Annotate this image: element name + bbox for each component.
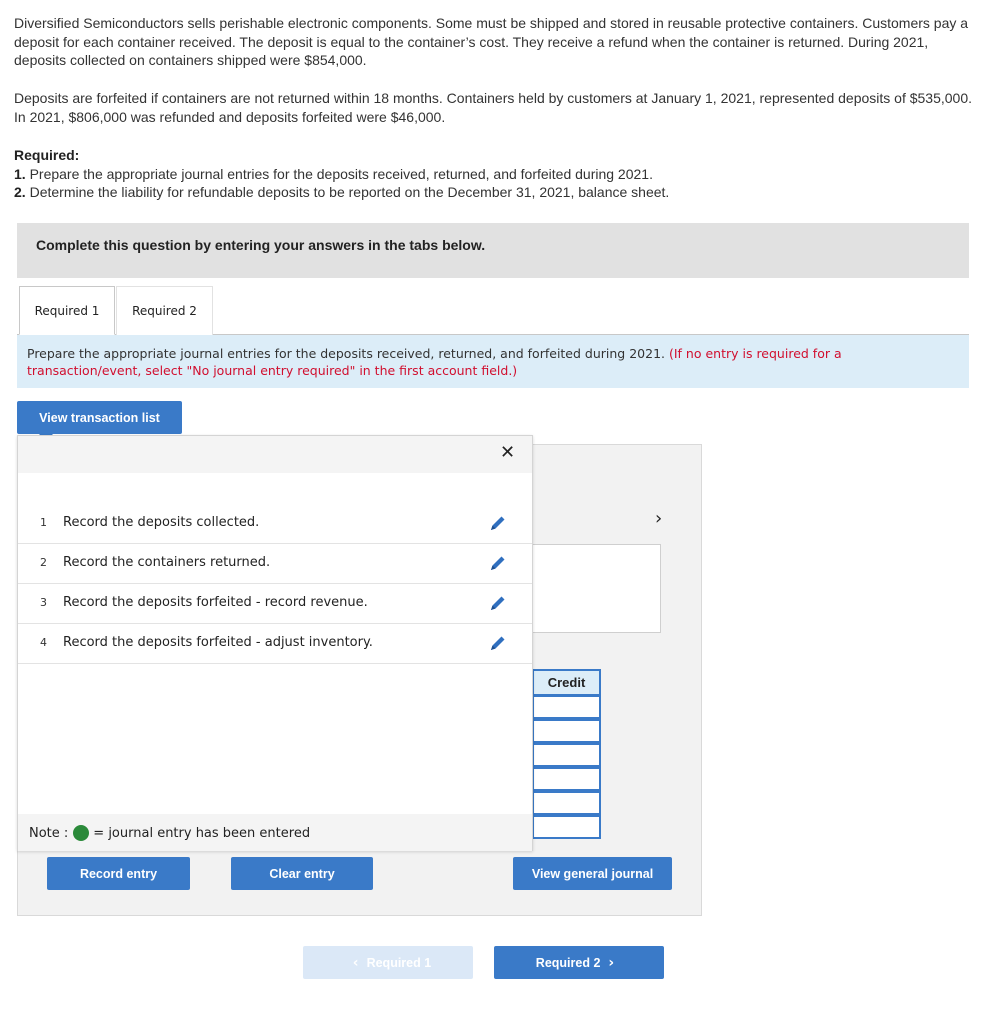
transaction-row[interactable] bbox=[18, 624, 532, 664]
tab-required-1[interactable] bbox=[19, 286, 115, 335]
tab-required-2-label: Required 2 bbox=[132, 304, 197, 318]
required-section bbox=[14, 146, 669, 202]
next-required-button[interactable] bbox=[494, 946, 664, 979]
transaction-row[interactable] bbox=[18, 504, 532, 544]
credit-cell[interactable] bbox=[532, 791, 601, 815]
pencil-edit-icon[interactable] bbox=[488, 513, 508, 533]
credit-cell[interactable] bbox=[532, 743, 601, 767]
clear-entry-button[interactable]: Clear entry bbox=[231, 857, 373, 890]
pencil-edit-icon[interactable] bbox=[488, 553, 508, 573]
instruction-box bbox=[17, 335, 969, 388]
next-required-label: Required 2 bbox=[535, 955, 601, 970]
problem-paragraph-1: Diversified Semiconductors sells perishable electronic components. Some must be shipped and stored in reusable protective containers. Customers pay a deposit for each container received. The deposit is equal to the container’s cost. They receive a refund when the container is returned. During 2021, deposits collected on containers shipped were $854,000. bbox=[14, 15, 969, 68]
credit-cell[interactable] bbox=[532, 767, 601, 791]
instruction-text: Prepare the appropriate journal entries for the deposits received, returned, and forfeited during 2021. bbox=[27, 346, 665, 361]
prev-required-label: Required 1 bbox=[366, 955, 432, 970]
transaction-number: 4 bbox=[40, 636, 47, 649]
transaction-text: Record the deposits collected. bbox=[63, 515, 260, 530]
record-entry-button[interactable]: Record entry bbox=[47, 857, 190, 890]
req1-text: Prepare the appropriate journal entries for the deposits received, returned, and forfeited during 2021. bbox=[29, 165, 653, 182]
transaction-number: 2 bbox=[40, 556, 47, 569]
popup-header bbox=[18, 436, 532, 473]
instruction-note: (If no entry is required for a transaction/event, select "No journal entry required" in the first account field.) bbox=[27, 346, 842, 378]
entered-dot-icon bbox=[73, 825, 89, 841]
note-label: Note : bbox=[29, 825, 69, 841]
credit-column-header: Credit bbox=[532, 669, 601, 696]
pencil-edit-icon[interactable] bbox=[488, 633, 508, 653]
req2-text: Determine the liability for refundable deposits to be reported on the December 31, 2021, balance sheet. bbox=[29, 184, 670, 200]
banner-text: Complete this question by entering your answers in the tabs below. bbox=[36, 237, 486, 253]
req2-number: 2. bbox=[14, 184, 26, 200]
transaction-number: 1 bbox=[40, 516, 47, 529]
tab-required-1-label: Required 1 bbox=[34, 303, 100, 318]
req1-number: 1. bbox=[14, 165, 26, 182]
required-label: Required: bbox=[14, 147, 80, 163]
next-transaction-chevron-icon[interactable]: › bbox=[655, 508, 663, 529]
credit-cell[interactable] bbox=[532, 695, 601, 719]
view-general-journal-button[interactable]: View general journal bbox=[513, 857, 672, 890]
popup-footer bbox=[18, 814, 532, 851]
credit-cell[interactable] bbox=[532, 719, 601, 743]
transaction-row[interactable] bbox=[18, 584, 532, 624]
transaction-list-popup bbox=[17, 435, 533, 851]
chevron-right-icon: › bbox=[608, 954, 615, 971]
credit-cell[interactable] bbox=[532, 815, 601, 839]
chevron-left-icon: ‹ bbox=[352, 954, 359, 971]
close-icon[interactable]: ✕ bbox=[500, 442, 516, 463]
transaction-number: 3 bbox=[40, 596, 47, 609]
instruction-banner bbox=[17, 223, 969, 278]
problem-paragraph-2: Deposits are forfeited if containers are not returned within 18 months. Containers held by customers at January 1, 2021, represented deposits of $535,000. In 2021, $806,000 was refunded and deposits forfeited were $46,000. bbox=[14, 90, 973, 125]
transaction-text: Record the deposits forfeited - adjust inventory. bbox=[63, 635, 373, 650]
tab-required-2[interactable] bbox=[116, 286, 213, 335]
transaction-text: Record the containers returned. bbox=[63, 555, 271, 570]
transaction-row[interactable] bbox=[18, 544, 532, 584]
legend-note bbox=[29, 825, 310, 841]
pencil-edit-icon[interactable] bbox=[488, 593, 508, 613]
transaction-text: Record the deposits forfeited - record revenue. bbox=[63, 595, 368, 610]
prev-required-button[interactable] bbox=[303, 946, 473, 979]
entry-detail-box bbox=[527, 544, 661, 633]
note-text: = journal entry has been entered bbox=[93, 825, 311, 841]
view-transaction-list-button[interactable]: View transaction list bbox=[17, 401, 182, 434]
